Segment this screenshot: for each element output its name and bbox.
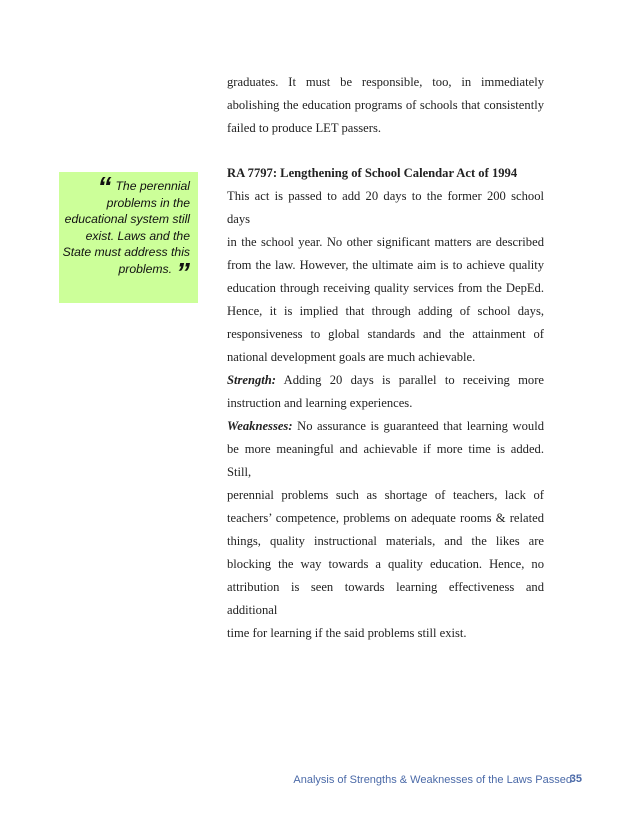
body-line: education through receiving quality services from the DepEd.	[227, 281, 544, 295]
weakness-line: time for learning if the said problems still exist.	[227, 626, 467, 640]
body-line: responsiveness to global standards and the attainment of	[227, 327, 544, 341]
pull-quote	[59, 172, 198, 303]
strength-first-line: Adding 20 days is parallel to receiving more	[283, 373, 544, 387]
page-number: 35	[569, 773, 582, 785]
intro-line: graduates. It must be responsible, too, in immediately	[227, 75, 544, 89]
weakness-line: perennial problems such as shortage of teachers, lack of	[227, 488, 544, 502]
intro-line: failed to produce LET passers.	[227, 121, 381, 135]
body-line: in the school year. No other significant matters are described	[227, 235, 544, 249]
weakness-line: be more meaningful and achievable if more time is added. Still,	[227, 442, 544, 479]
body-line: from the law. However, the ultimate aim is to achieve quality	[227, 258, 544, 272]
body-line: Hence, it is implied that through adding of school days,	[227, 304, 544, 318]
body-column	[227, 71, 544, 645]
footer-title: Analysis of Strengths & Weaknesses of the Laws Passed	[293, 774, 572, 786]
strength-label: Strength:	[227, 373, 276, 387]
pull-quote-text: The perennial problems in the educational system still exist. Laws and the State must address this problems.	[62, 179, 190, 276]
weakness-paragraph	[227, 415, 544, 438]
intro-line: abolishing the education programs of schools that consistently	[227, 98, 544, 112]
weakness-line: blocking the way towards a quality education. Hence, no	[227, 557, 544, 571]
weakness-line: things, quality instructional materials, and the likes are	[227, 534, 544, 548]
open-quote-icon: “	[97, 171, 112, 202]
weakness-first-line: No assurance is guaranteed that learning would	[297, 419, 544, 433]
body-line: This act is passed to add 20 days to the former 200 school days	[227, 189, 544, 226]
strength-line: instruction and learning experiences.	[227, 396, 413, 410]
section-heading: RA 7797: Lengthening of School Calendar Act of 1994	[227, 166, 518, 180]
weakness-label: Weaknesses:	[227, 419, 293, 433]
weakness-line: attribution is seen towards learning effectiveness and additional	[227, 580, 544, 617]
weakness-line: teachers’ competence, problems on adequate rooms & related	[227, 511, 544, 525]
strength-paragraph	[227, 369, 544, 392]
close-quote-icon: ”	[176, 256, 190, 288]
body-line: national development goals are much achievable.	[227, 350, 476, 364]
